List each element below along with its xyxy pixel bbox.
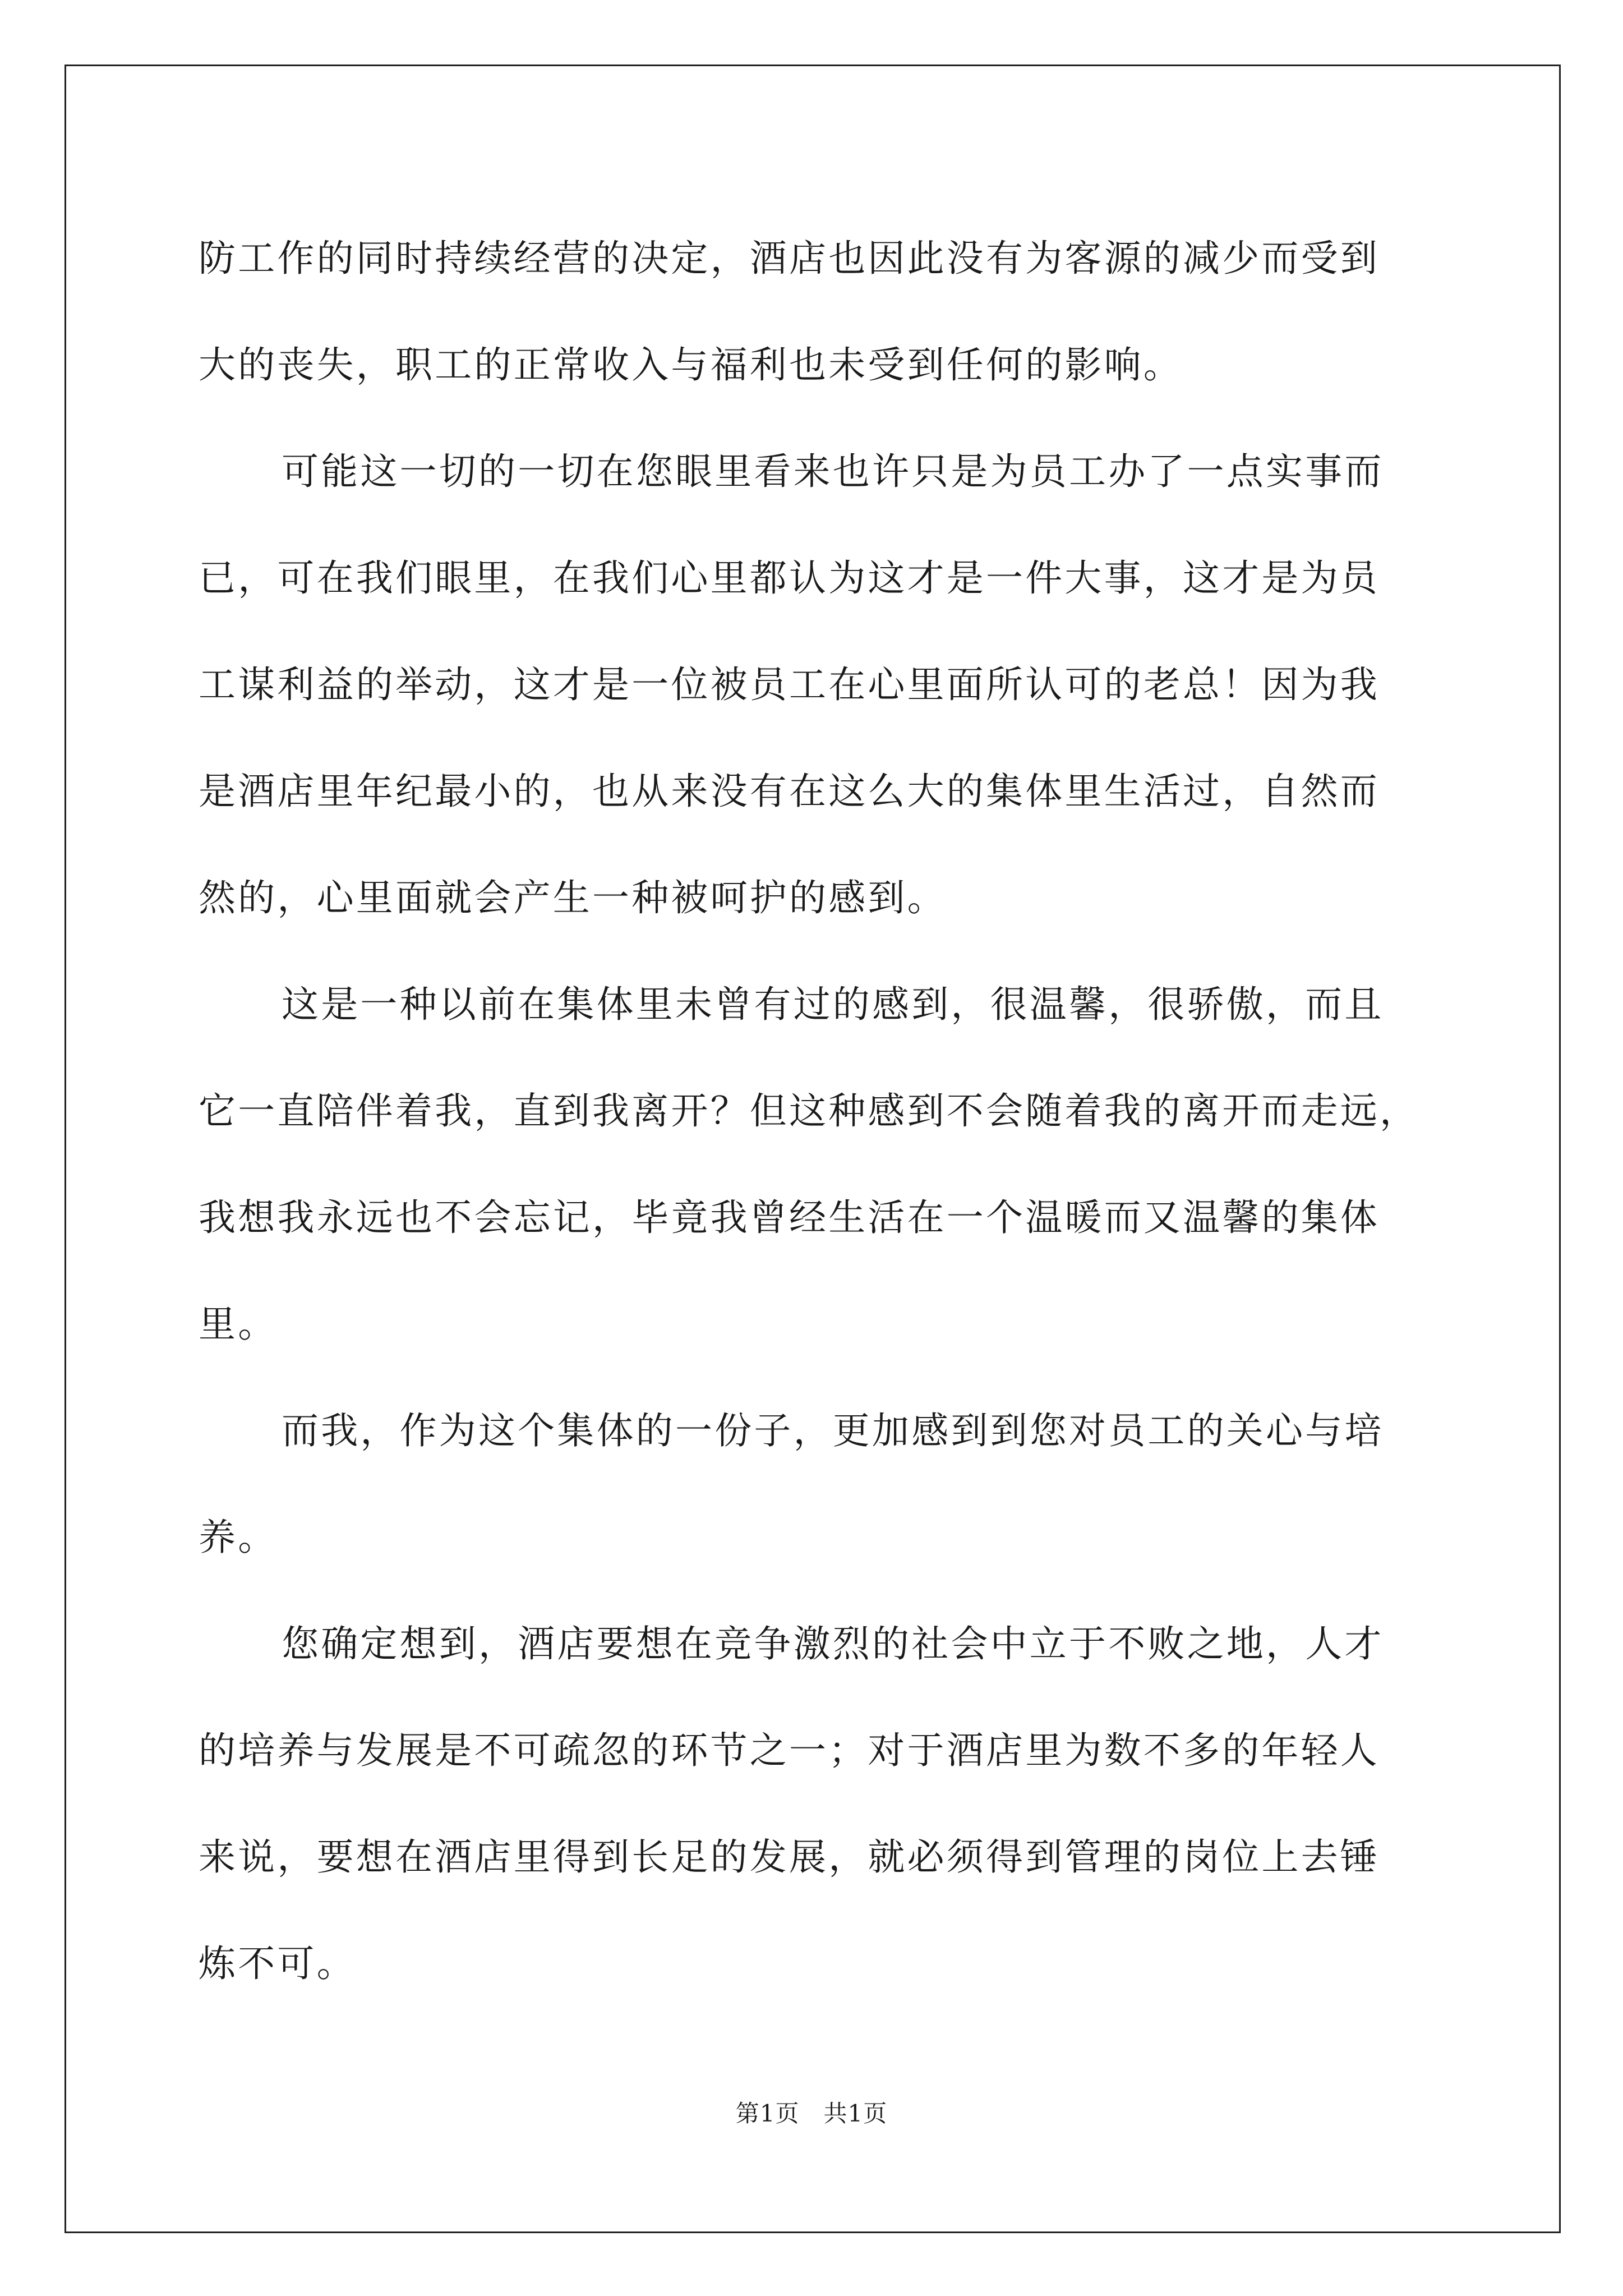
text-line: 养。 (199, 1516, 278, 1559)
text-line: 大的丧失，职工的正常收入与福利也未受到任何的影响。 (199, 343, 1183, 386)
text-line: 已，可在我们眼里，在我们心里都认为这才是一件大事，这才是为员 (199, 556, 1380, 600)
text-line: 您确定想到，酒店要想在竞争激烈的社会中立于不败之地，人才 (282, 1622, 1384, 1665)
text-line: 的培养与发展是不可疏忽的环节之一；对于酒店里为数不多的年轻人 (199, 1729, 1380, 1772)
text-line: 这是一种以前在集体里未曾有过的感到，很温馨，很骄傲，而且 (282, 983, 1384, 1026)
text-line: 然的，心里面就会产生一种被呵护的感到。 (199, 876, 947, 919)
text-line: 它一直陪伴着我，直到我离开？但这种感到不会随着我的离开而走远， (199, 1089, 1419, 1133)
text-line: 防工作的同时持续经营的决定，酒店也因此没有为客源的减少而受到 (199, 237, 1380, 280)
text-line: 里。 (199, 1303, 278, 1346)
text-line: 来说，要想在酒店里得到长足的发展，就必须得到管理的岗位上去锤 (199, 1835, 1380, 1879)
text-line: 炼不可。 (199, 1942, 356, 1985)
document-body (199, 205, 1432, 2017)
page-number-footer: 第1页 共1页 (735, 2100, 888, 2127)
text-line: 我想我永远也不会忘记，毕竟我曾经生活在一个温暖而又温馨的集体 (199, 1196, 1380, 1239)
text-line: 工谋利益的举动，这才是一位被员工在心里面所认可的老总！因为我 (199, 663, 1380, 706)
text-line: 是酒店里年纪最小的，也从来没有在这么大的集体里生活过，自然而 (199, 770, 1380, 813)
text-line: 而我，作为这个集体的一份子，更加感到到您对员工的关心与培 (282, 1409, 1384, 1452)
text-line: 可能这一切的一切在您眼里看来也许只是为员工办了一点实事而 (282, 450, 1384, 493)
